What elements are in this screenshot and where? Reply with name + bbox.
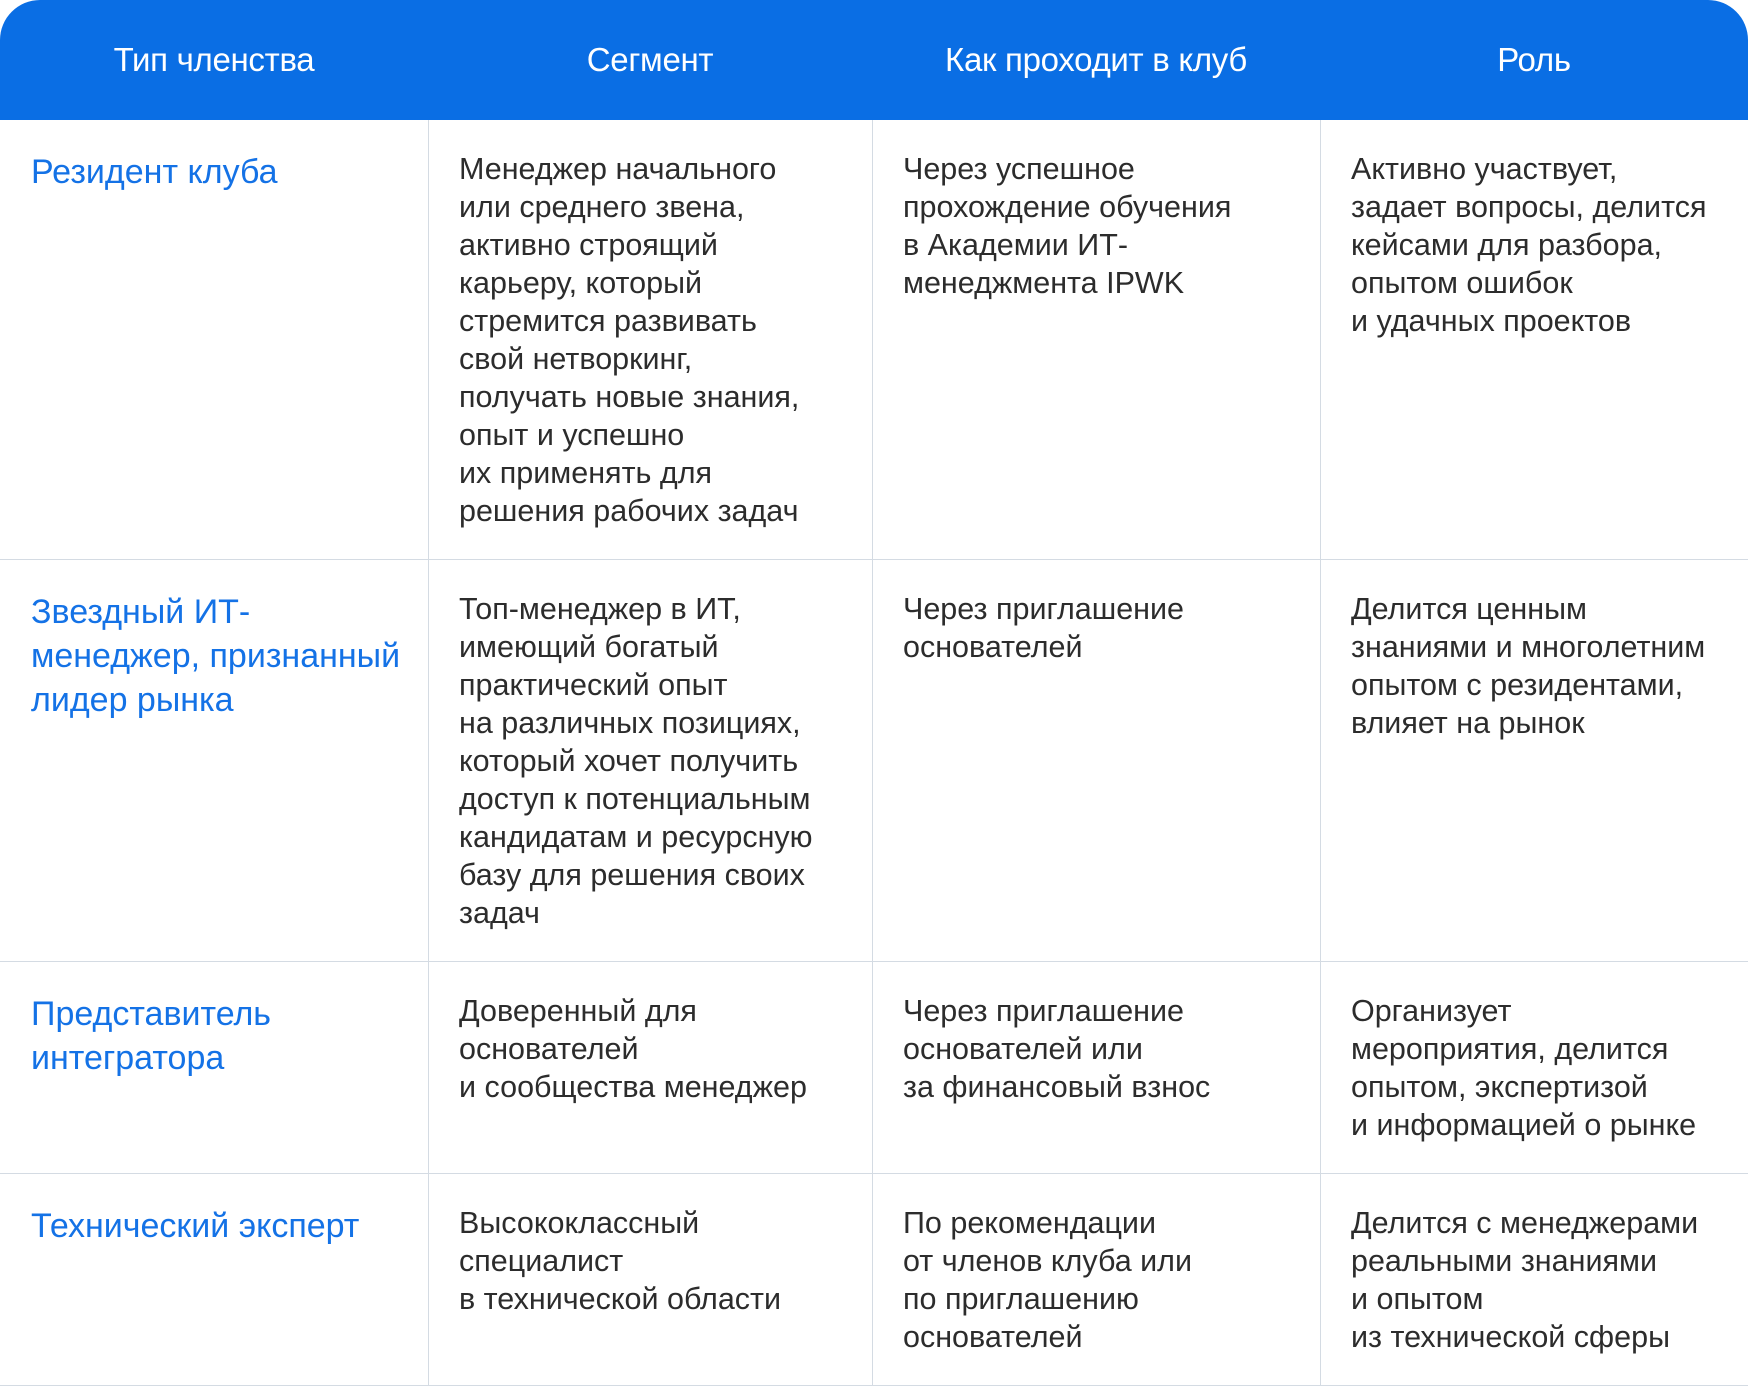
role-cell: Организует мероприятия, делится опытом, экспертизой и информацией о рынке [1320, 962, 1748, 1173]
table-row [0, 962, 1748, 1174]
membership-type-cell: Технический эксперт [31, 1207, 360, 1245]
role-cell: Активно участвует, задает вопросы, делится кейсами для разбора, опытом ошибок и удачных проектов [1320, 120, 1748, 559]
entry-cell: Через приглашение основателей [872, 560, 1320, 961]
segment-cell: Доверенный для основателей и сообщества менеджер [428, 962, 872, 1173]
segment-cell: Менеджер начального или среднего звена, активно строящий карьеру, который стремится развивать свой нетворкинг, получать новые знания, опыт и успешно их применять для решения рабочих задач [428, 120, 872, 559]
membership-type-cell: Представитель интегратора [31, 995, 272, 1077]
segment-cell: Высококлассный специалист в технической области [428, 1174, 872, 1385]
role-cell: Делится ценным знаниями и многолетним опытом с резидентами, влияет на рынок [1320, 560, 1748, 961]
header-segment: Сегмент [586, 41, 714, 78]
header-role: Роль [1497, 41, 1571, 78]
entry-cell: Через успешное прохождение обучения в Академии ИТ- менеджмента IPWK [872, 120, 1320, 559]
header-membership-type: Тип членства [113, 41, 315, 78]
header-entry: Как проходит в клуб [945, 41, 1247, 78]
table-row [0, 1174, 1748, 1386]
table-row [0, 560, 1748, 962]
segment-cell: Топ-менеджер в ИТ, имеющий богатый практический опыт на различных позициях, который хочет получить доступ к потенциальным кандидатам и ресурсную базу для решения своих задач [428, 560, 872, 961]
role-cell: Делится с менеджерами реальными знаниями и опытом из технической сферы [1320, 1174, 1748, 1385]
entry-cell: Через приглашение основателей или за финансовый взнос [872, 962, 1320, 1173]
table-header [0, 0, 1748, 120]
entry-cell: По рекомендации от членов клуба или по приглашению основателей [872, 1174, 1320, 1385]
membership-type-cell: Резидент клуба [31, 153, 278, 191]
table-row [0, 120, 1748, 560]
membership-type-cell: Звездный ИТ-менеджер, признанный лидер рынка [31, 593, 401, 719]
